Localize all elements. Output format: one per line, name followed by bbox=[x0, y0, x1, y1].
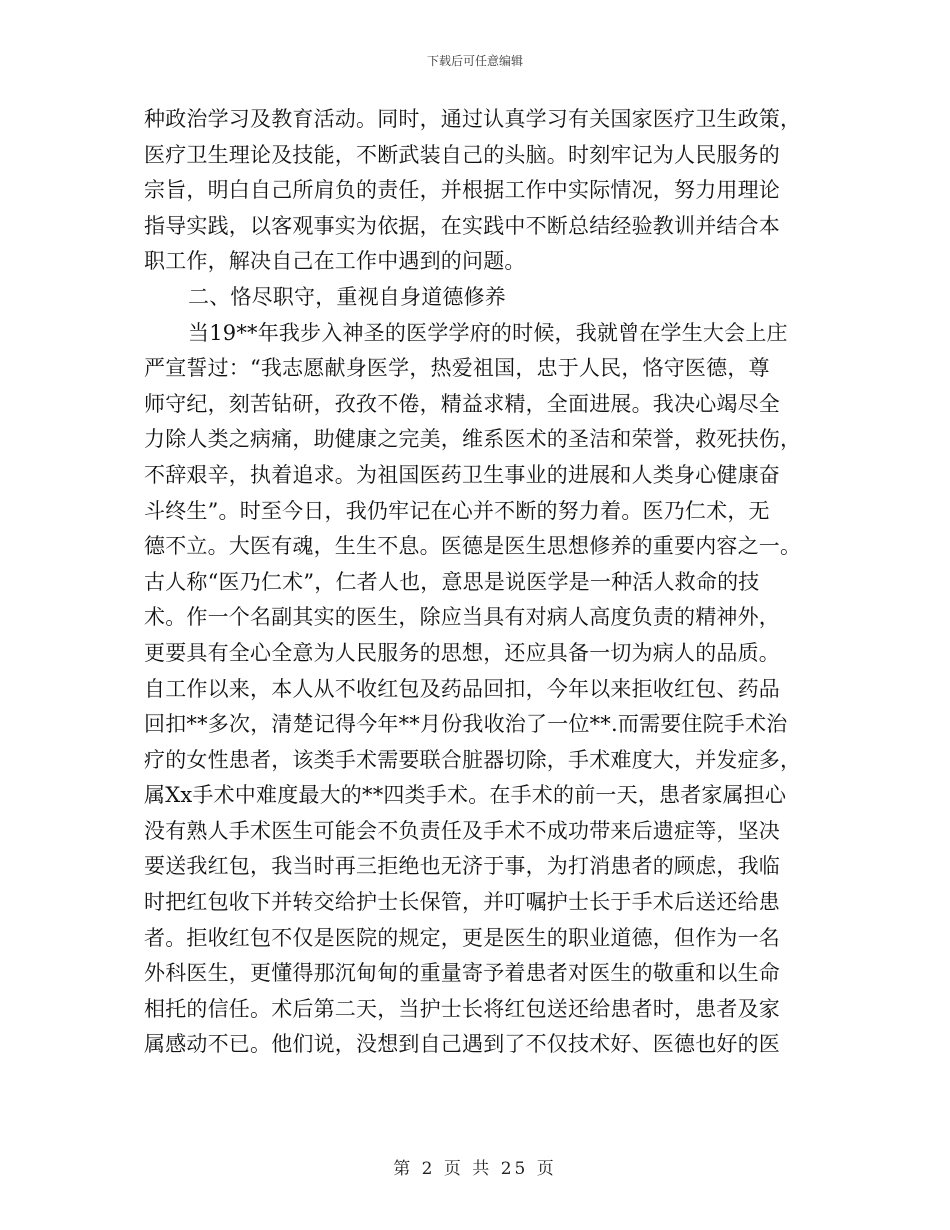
text-line: 疗的女性患者，该类手术需要联合脏器切除，手术难度大，并发症多， bbox=[144, 747, 802, 772]
text-line: 当19**年我步入神圣的医学学府的时候，我就曾在学生大会上庄 bbox=[188, 320, 788, 345]
text-line: 属Xx手术中难度最大的**四类手术。在手术的前一天，患者家属担心 bbox=[144, 783, 787, 808]
page-footer-page-number: 第 2 页 共 25 页 bbox=[393, 1159, 557, 1179]
text-line: 要送我红包，我当时再三拒绝也无济于事，为打消患者的顾虑，我临 bbox=[144, 854, 780, 879]
text-line: 宗旨，明白自己所肩负的责任，并根据工作中实际情况，努力用理论 bbox=[144, 178, 780, 203]
text-line: 力除人类之病痛，助健康之完美，维系医术的圣洁和荣誉，救死扶伤， bbox=[144, 427, 802, 452]
text-line: 斗终生”。时至今日，我仍牢记在心并不断的努力着。医乃仁术，无 bbox=[144, 498, 770, 523]
text-line: 职工作，解决自己在工作中遇到的问题。 bbox=[144, 249, 526, 274]
text-line: 时把红包收下并转交给护士长保管，并叮嘱护士长于手术后送还给患 bbox=[144, 890, 780, 915]
text-line: 相托的信任。术后第二天，当护士长将红包送还给患者时，患者及家 bbox=[144, 996, 780, 1021]
text-line: 严宣誓过：“我志愿献身医学，热爱祖国，忠于人民，恪守医德，尊 bbox=[144, 356, 770, 381]
text-line: 回扣**多次，清楚记得今年**月份我收治了一位**.而需要住院手术治 bbox=[144, 712, 788, 737]
text-line: 术。作一个名副其实的医生，除应当具有对病人高度负责的精神外， bbox=[144, 605, 780, 630]
text-line: 德不立。大医有魂，生生不息。医德是医生思想修养的重要内容之一。 bbox=[144, 534, 802, 559]
text-line: 指导实践，以客观事实为依据，在实践中不断总结经验教训并结合本 bbox=[144, 213, 780, 238]
text-line: 自工作以来，本人从不收红包及药品回扣，今年以来拒收红包、药品 bbox=[144, 676, 780, 701]
text-line: 种政治学习及教育活动。同时，通过认真学习有关国家医疗卫生政策， bbox=[144, 107, 802, 131]
document-body bbox=[144, 102, 814, 1063]
text-line: 者。拒收红包不仅是医院的规定，更是医生的职业道德，但作为一名 bbox=[144, 925, 780, 950]
text-line: 外科医生，更懂得那沉甸甸的重量寄予着患者对医生的敬重和以生命 bbox=[144, 961, 780, 986]
text-line: 不辞艰辛，执着追求。为祖国医药卫生事业的进展和人类身心健康奋 bbox=[144, 462, 780, 487]
page-header-note: 下载后可任意编辑 bbox=[426, 54, 523, 68]
text-line: 更要具有全心全意为人民服务的思想，还应具备一切为病人的品质。 bbox=[144, 640, 780, 665]
text-line: 古人称“医乃仁术”，仁者人也，意思是说医学是一种活人救命的技 bbox=[144, 569, 760, 594]
text-line: 没有熟人手术医生可能会不负责任及手术不成功带来后遗症等，坚决 bbox=[144, 818, 780, 843]
text-line: 师守纪，刻苦钻研，孜孜不倦，精益求精，全面进展。我决心竭尽全 bbox=[144, 391, 780, 416]
text-line: 医疗卫生理论及技能，不断武装自己的头脑。时刻牢记为人民服务的 bbox=[144, 142, 780, 167]
text-line: 属感动不已。他们说，没想到自己遇到了不仅技术好、医德也好的医 bbox=[144, 1032, 780, 1057]
text-line: 二、恪尽职守，重视自身道德修养 bbox=[188, 284, 506, 309]
